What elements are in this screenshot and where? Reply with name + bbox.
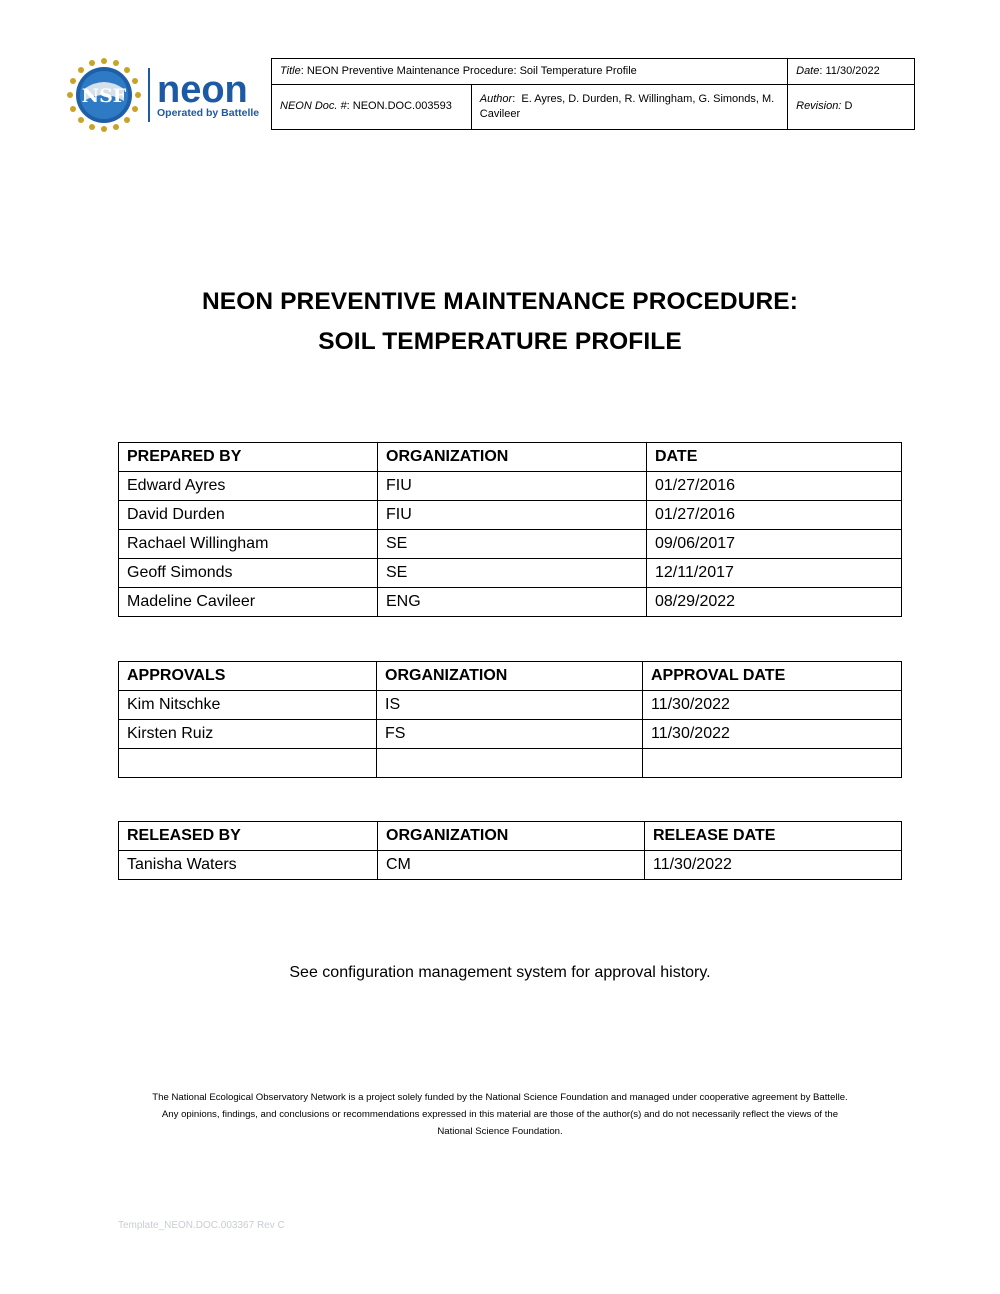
table-header-row	[119, 662, 902, 691]
date-cell: 08/29/2022	[647, 588, 902, 617]
document-title-line-1: NEON PREVENTIVE MAINTENANCE PROCEDURE:	[202, 288, 798, 315]
svg-text:Operated by Battelle: Operated by Battelle	[157, 107, 260, 119]
header-author-cell: Author: E. Ayres, D. Durden, R. Willingham, G. Simonds, M. Cavileer	[471, 84, 787, 129]
table-row	[119, 749, 902, 778]
name-cell: Madeline Cavileer	[119, 588, 378, 617]
table-row	[119, 691, 902, 720]
column-header: ORGANIZATION	[377, 662, 643, 691]
organization-cell	[377, 749, 643, 778]
date-cell: 09/06/2017	[647, 530, 902, 559]
name-cell	[119, 749, 377, 778]
organization-cell: FIU	[378, 472, 647, 501]
date-cell: 12/11/2017	[647, 559, 902, 588]
header-title-cell: Title: NEON Preventive Maintenance Procedure: Soil Temperature Profile	[272, 59, 788, 85]
svg-text:neon: neon	[157, 69, 248, 111]
date-cell: 01/27/2016	[647, 472, 902, 501]
funding-disclaimer	[100, 1089, 900, 1140]
date-cell: 11/30/2022	[645, 851, 902, 880]
organization-cell: FIU	[378, 501, 647, 530]
name-cell: Kirsten Ruiz	[119, 720, 377, 749]
organization-cell: CM	[378, 851, 645, 880]
table-header-row	[119, 443, 902, 472]
document-header-table	[271, 58, 915, 130]
table-row	[119, 588, 902, 617]
disclaimer-line: Any opinions, findings, and conclusions or recommendations expressed in this material are those of the author(s) and do not necessarily reflect the views of the	[161, 1109, 839, 1120]
nsf-seal-icon	[66, 58, 270, 132]
column-header: DATE	[647, 443, 902, 472]
table-row	[119, 851, 902, 880]
neon-nsf-logo	[66, 58, 270, 132]
configuration-note: See configuration management system for approval history.	[289, 964, 711, 981]
table-row	[119, 530, 902, 559]
svg-text:NSF: NSF	[81, 85, 127, 107]
column-header: APPROVALS	[119, 662, 377, 691]
name-cell: David Durden	[119, 501, 378, 530]
organization-cell: SE	[378, 559, 647, 588]
table-row	[119, 501, 902, 530]
name-cell: Geoff Simonds	[119, 559, 378, 588]
document-title	[0, 282, 1000, 362]
table-row	[119, 472, 902, 501]
date-cell: 11/30/2022	[643, 720, 902, 749]
prepared-by-table	[118, 442, 902, 617]
released-by-table	[118, 821, 902, 880]
header-date-cell: Date: 11/30/2022	[788, 59, 915, 85]
disclaimer-line: The National Ecological Observatory Network is a project solely funded by the National Science Foundation and managed under cooperative agreement by Battelle.	[152, 1092, 848, 1103]
name-cell: Edward Ayres	[119, 472, 378, 501]
name-cell: Kim Nitschke	[119, 691, 377, 720]
column-header: RELEASE DATE	[645, 822, 902, 851]
column-header: ORGANIZATION	[378, 443, 647, 472]
column-header: ORGANIZATION	[378, 822, 645, 851]
column-header: PREPARED BY	[119, 443, 378, 472]
column-header: APPROVAL DATE	[643, 662, 902, 691]
organization-cell: ENG	[378, 588, 647, 617]
disclaimer-line: National Science Foundation.	[437, 1126, 563, 1137]
document-title-line-2: SOIL TEMPERATURE PROFILE	[318, 328, 682, 355]
template-id: Template_NEON.DOC.003367 Rev C	[118, 1220, 285, 1231]
column-header: RELEASED BY	[119, 822, 378, 851]
header-doc-number-cell: NEON Doc. #: NEON.DOC.003593	[272, 84, 472, 129]
organization-cell: SE	[378, 530, 647, 559]
organization-cell: IS	[377, 691, 643, 720]
name-cell: Tanisha Waters	[119, 851, 378, 880]
table-row	[119, 559, 902, 588]
organization-cell: FS	[377, 720, 643, 749]
table-header-row	[119, 822, 902, 851]
date-cell: 11/30/2022	[643, 691, 902, 720]
date-cell: 01/27/2016	[647, 501, 902, 530]
header-revision-cell: Revision: D	[788, 84, 915, 129]
name-cell: Rachael Willingham	[119, 530, 378, 559]
approvals-table	[118, 661, 902, 778]
table-row	[119, 720, 902, 749]
date-cell	[643, 749, 902, 778]
